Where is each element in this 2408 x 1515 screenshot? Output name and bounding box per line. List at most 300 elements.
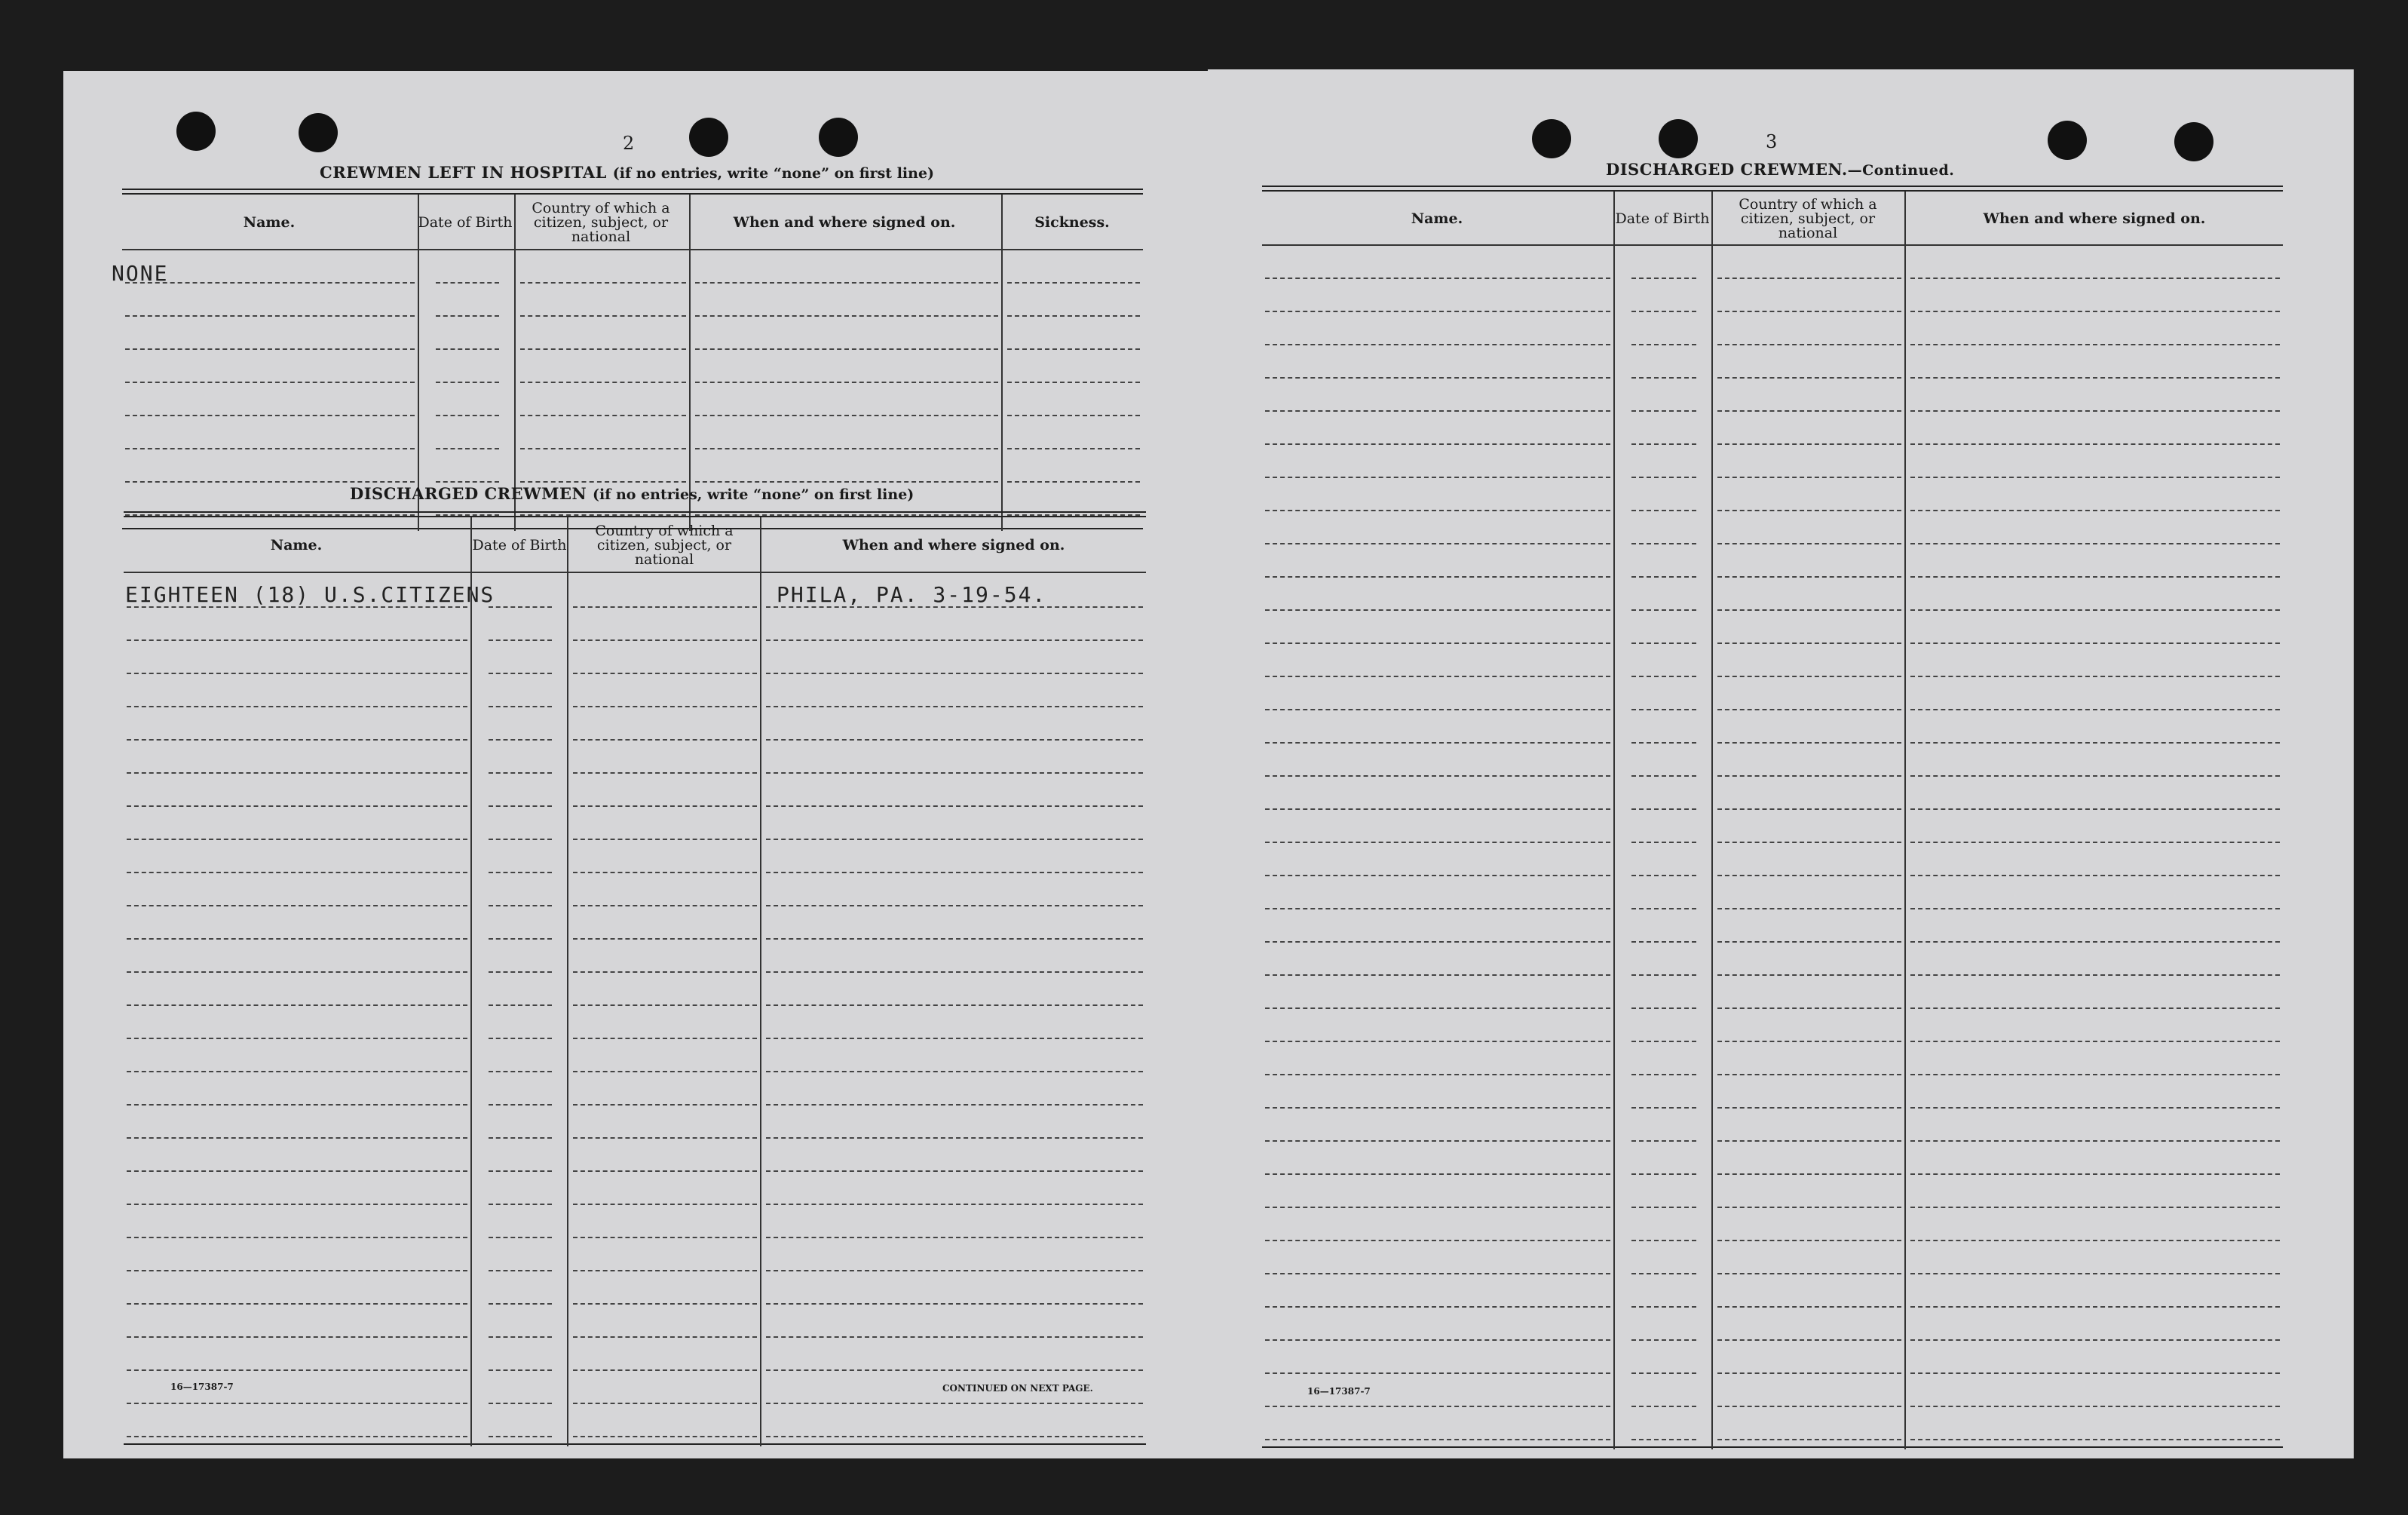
entry-line xyxy=(1007,348,1140,350)
entry-line xyxy=(573,1270,757,1271)
entry-line xyxy=(1631,311,1696,312)
entry-line xyxy=(1717,676,1901,677)
entry-line xyxy=(695,382,998,383)
entry-line xyxy=(520,315,686,317)
entry-line xyxy=(127,905,467,906)
hospital-entry-name: NONE xyxy=(112,261,169,286)
entry-line xyxy=(1631,808,1696,810)
entry-line xyxy=(766,1270,1143,1271)
entry-line xyxy=(1910,908,2280,909)
punch-hole xyxy=(299,113,338,152)
entry-line xyxy=(1631,1107,1696,1109)
entry-line xyxy=(1265,709,1610,710)
discharged-entry-when-where: PHILA, PA. 3-19-54. xyxy=(777,582,1047,607)
entry-line xyxy=(489,1336,552,1338)
entry-line xyxy=(1265,1007,1610,1009)
entry-line xyxy=(1631,377,1696,379)
entry-line xyxy=(573,739,757,741)
entry-line xyxy=(573,1004,757,1006)
col-header-when-where: When and where signed on. xyxy=(842,536,1065,554)
entry-line xyxy=(1717,709,1901,710)
entry-line xyxy=(573,606,757,608)
entry-line xyxy=(1631,576,1696,578)
entry-line xyxy=(1717,642,1901,644)
entry-line xyxy=(766,872,1143,873)
entry-line xyxy=(1631,875,1696,876)
entry-line xyxy=(766,971,1143,973)
entry-line xyxy=(125,282,415,284)
entry-line xyxy=(1631,1140,1696,1142)
entry-line xyxy=(1631,1372,1696,1374)
entry-line xyxy=(1007,315,1140,317)
entry-line xyxy=(1265,443,1610,445)
entry-line xyxy=(127,1137,467,1139)
entry-line xyxy=(127,805,467,807)
entry-line xyxy=(1265,344,1610,345)
left-page xyxy=(63,71,1217,1458)
continued-suffix: —Continued. xyxy=(1847,162,1955,179)
entry-line xyxy=(127,1204,467,1205)
form-code: 16—17387-7 xyxy=(170,1382,234,1392)
entry-line xyxy=(1717,941,1901,943)
discharged-title-note: (if no entries, write “none” on first line) xyxy=(592,486,914,503)
hospital-section-title xyxy=(320,163,934,182)
entry-line xyxy=(1717,1041,1901,1042)
form-code: 16—17387-7 xyxy=(1307,1386,1371,1397)
entry-line xyxy=(695,282,998,284)
entry-line xyxy=(520,448,686,449)
column-divider xyxy=(760,517,761,1446)
entry-line xyxy=(1717,1007,1901,1009)
entry-line xyxy=(127,706,467,707)
entry-line xyxy=(1717,543,1901,544)
entry-line xyxy=(125,382,415,383)
entry-line xyxy=(1631,676,1696,677)
entry-line xyxy=(1631,775,1696,777)
punch-hole xyxy=(2048,121,2087,160)
punch-hole xyxy=(176,112,216,151)
entry-line xyxy=(127,639,467,641)
entry-line xyxy=(489,1038,552,1039)
entry-line xyxy=(1717,278,1901,279)
entry-line xyxy=(1717,875,1901,876)
entry-line xyxy=(1717,742,1901,744)
entry-line xyxy=(127,772,467,774)
entry-line xyxy=(1265,676,1610,677)
entry-line xyxy=(1910,1207,2280,1208)
right-page xyxy=(1208,69,2354,1458)
entry-line xyxy=(1910,1074,2280,1075)
entry-line xyxy=(766,673,1143,674)
entry-line xyxy=(489,1104,552,1106)
entry-line xyxy=(520,282,686,284)
entry-line xyxy=(1717,1439,1901,1440)
column-divider xyxy=(1711,192,1713,1449)
entry-line xyxy=(489,606,552,608)
discharged-continued-title-text: DISCHARGED CREWMEN. xyxy=(1606,160,1848,179)
entry-line xyxy=(1910,642,2280,644)
entry-line xyxy=(573,872,757,873)
discharged-continued-title xyxy=(1606,160,1954,179)
entry-line xyxy=(766,1071,1143,1072)
entry-line xyxy=(1910,808,2280,810)
entry-line xyxy=(1910,1007,2280,1009)
entry-line xyxy=(1631,344,1696,345)
entry-line xyxy=(573,1038,757,1039)
entry-line xyxy=(573,1104,757,1106)
entry-line xyxy=(127,1237,467,1238)
entry-line xyxy=(1717,1074,1901,1075)
entry-line xyxy=(695,415,998,416)
entry-line xyxy=(573,805,757,807)
entry-line xyxy=(1717,311,1901,312)
entry-line xyxy=(1717,510,1901,511)
punch-hole xyxy=(2174,122,2213,161)
discharged-table xyxy=(124,511,1146,1448)
entry-line xyxy=(1910,742,2280,744)
entry-line xyxy=(489,1071,552,1072)
entry-line xyxy=(1910,1041,2280,1042)
header-divider xyxy=(1262,244,2283,246)
col-header-name: Name. xyxy=(270,536,323,554)
entry-line xyxy=(1631,941,1696,943)
punch-hole xyxy=(689,118,728,157)
col-header-country: Country of which a citizen, subject, or national xyxy=(595,522,734,568)
entry-line xyxy=(695,448,998,449)
entry-line xyxy=(695,315,998,317)
entry-line xyxy=(489,971,552,973)
entry-line xyxy=(1631,1406,1696,1407)
entry-line xyxy=(1631,477,1696,478)
entry-line xyxy=(1265,941,1610,943)
entry-line xyxy=(573,971,757,973)
column-divider xyxy=(1613,192,1615,1449)
entry-line xyxy=(1717,1107,1901,1109)
column-divider xyxy=(418,195,419,531)
entry-line xyxy=(1265,311,1610,312)
entry-line xyxy=(1265,410,1610,412)
entry-line xyxy=(127,1403,467,1404)
entry-line xyxy=(1631,642,1696,644)
hospital-table xyxy=(112,189,1143,532)
entry-line xyxy=(766,1170,1143,1172)
entry-line xyxy=(766,938,1143,940)
entry-line xyxy=(489,938,552,940)
entry-line xyxy=(127,1004,467,1006)
entry-line xyxy=(1717,410,1901,412)
entry-line xyxy=(1717,1207,1901,1208)
entry-line xyxy=(1265,1439,1610,1440)
entry-line xyxy=(766,1137,1143,1139)
entry-line xyxy=(489,872,552,873)
entry-line xyxy=(127,606,467,608)
entry-line xyxy=(1910,443,2280,445)
entry-line xyxy=(573,1436,757,1437)
entry-line xyxy=(766,1303,1143,1305)
entry-line xyxy=(489,1170,552,1172)
entry-line xyxy=(1910,1240,2280,1241)
entry-line xyxy=(1631,1439,1696,1440)
entry-line xyxy=(1631,709,1696,710)
entry-line xyxy=(1631,1306,1696,1308)
entry-line xyxy=(125,415,415,416)
column-divider xyxy=(1001,195,1003,531)
entry-line xyxy=(436,415,499,416)
entry-line xyxy=(1910,1273,2280,1274)
entry-line xyxy=(1910,278,2280,279)
entry-line xyxy=(766,1369,1143,1371)
entry-line xyxy=(1265,510,1610,511)
entry-line xyxy=(1265,775,1610,777)
entry-line xyxy=(1910,842,2280,843)
entry-line xyxy=(489,905,552,906)
column-divider xyxy=(689,195,691,531)
entry-line xyxy=(766,606,1143,608)
continued-note: CONTINUED ON NEXT PAGE. xyxy=(942,1383,1093,1394)
entry-line xyxy=(489,1137,552,1139)
entry-line xyxy=(573,905,757,906)
entry-line xyxy=(1717,1306,1901,1308)
entry-line xyxy=(1265,576,1610,578)
entry-line xyxy=(436,382,499,383)
entry-line xyxy=(1265,1339,1610,1341)
entry-line xyxy=(1631,1207,1696,1208)
entry-line xyxy=(766,1336,1143,1338)
entry-line xyxy=(573,1071,757,1072)
entry-line xyxy=(1265,1306,1610,1308)
entry-line xyxy=(1717,443,1901,445)
entry-line xyxy=(1265,808,1610,810)
entry-line xyxy=(1631,1007,1696,1009)
entry-line xyxy=(766,1204,1143,1205)
entry-line xyxy=(125,481,415,483)
column-divider xyxy=(514,195,516,531)
entry-line xyxy=(1910,775,2280,777)
entry-line xyxy=(1265,875,1610,876)
entry-line xyxy=(1631,1173,1696,1175)
entry-line xyxy=(1910,1140,2280,1142)
entry-line xyxy=(1007,481,1140,483)
column-divider xyxy=(1904,192,1906,1449)
entry-line xyxy=(766,639,1143,641)
entry-line xyxy=(573,639,757,641)
entry-line xyxy=(573,1336,757,1338)
entry-line xyxy=(1631,609,1696,611)
entry-line xyxy=(1631,842,1696,843)
entry-line xyxy=(695,348,998,350)
entry-line xyxy=(1717,775,1901,777)
entry-line xyxy=(1717,1406,1901,1407)
entry-line xyxy=(1910,510,2280,511)
col-header-name: Name. xyxy=(243,213,296,231)
entry-line xyxy=(766,1104,1143,1106)
entry-line xyxy=(489,1403,552,1404)
entry-line xyxy=(1631,410,1696,412)
entry-line xyxy=(1717,1372,1901,1374)
entry-line xyxy=(1007,282,1140,284)
entry-line xyxy=(1631,974,1696,976)
entry-line xyxy=(1910,477,2280,478)
entry-line xyxy=(1265,1041,1610,1042)
entry-line xyxy=(127,839,467,840)
discharged-entry-name: EIGHTEEN (18) U.S.CITIZENS xyxy=(125,582,495,607)
entry-line xyxy=(489,673,552,674)
entry-line xyxy=(1910,676,2280,677)
entry-line xyxy=(1910,1339,2280,1341)
column-divider xyxy=(470,517,472,1446)
header-divider xyxy=(124,572,1146,573)
entry-line xyxy=(1717,477,1901,478)
entry-line xyxy=(1717,344,1901,345)
entry-line xyxy=(1910,1107,2280,1109)
col-header-name: Name. xyxy=(1411,210,1463,227)
entry-line xyxy=(1265,1406,1610,1407)
entry-line xyxy=(489,1303,552,1305)
entry-line xyxy=(489,639,552,641)
entry-line xyxy=(1265,1140,1610,1142)
entry-line xyxy=(1631,1074,1696,1075)
entry-line xyxy=(1717,377,1901,379)
entry-line xyxy=(520,415,686,416)
entry-line xyxy=(436,481,499,483)
entry-line xyxy=(127,1436,467,1437)
entry-line xyxy=(1910,974,2280,976)
entry-line xyxy=(1007,415,1140,416)
entry-line xyxy=(1265,377,1610,379)
entry-line xyxy=(1910,410,2280,412)
entry-line xyxy=(573,673,757,674)
entry-line xyxy=(127,872,467,873)
entry-line xyxy=(1265,543,1610,544)
entry-line xyxy=(573,1137,757,1139)
col-header-sickness: Sickness. xyxy=(1034,213,1110,231)
discharged-title-text: DISCHARGED CREWMEN xyxy=(350,484,587,503)
entry-line xyxy=(1910,1306,2280,1308)
entry-line xyxy=(127,938,467,940)
entry-line xyxy=(489,1004,552,1006)
entry-line xyxy=(1631,443,1696,445)
entry-line xyxy=(1265,1074,1610,1075)
entry-line xyxy=(436,348,499,350)
entry-line xyxy=(127,1170,467,1172)
entry-line xyxy=(1265,1107,1610,1109)
entry-line xyxy=(1265,1173,1610,1175)
entry-line xyxy=(520,348,686,350)
entry-line xyxy=(127,1071,467,1072)
entry-line xyxy=(1265,842,1610,843)
entry-line xyxy=(489,1436,552,1437)
entry-line xyxy=(127,1336,467,1338)
entry-line xyxy=(1717,842,1901,843)
entry-line xyxy=(766,1004,1143,1006)
entry-line xyxy=(1265,278,1610,279)
entry-line xyxy=(573,839,757,840)
entry-line xyxy=(125,315,415,317)
hospital-title-note: (if no entries, write “none” on first line) xyxy=(612,165,935,182)
entry-line xyxy=(1910,609,2280,611)
entry-line xyxy=(436,315,499,317)
entry-line xyxy=(1631,543,1696,544)
entry-line xyxy=(766,1237,1143,1238)
entry-line xyxy=(1265,1207,1610,1208)
punch-hole xyxy=(819,118,858,157)
entry-line xyxy=(489,839,552,840)
entry-line xyxy=(1910,941,2280,943)
entry-line xyxy=(1265,742,1610,744)
entry-line xyxy=(1910,543,2280,544)
entry-line xyxy=(1265,609,1610,611)
entry-line xyxy=(127,1303,467,1305)
entry-line xyxy=(1910,576,2280,578)
entry-line xyxy=(1007,382,1140,383)
page-number: 2 xyxy=(623,133,635,154)
column-divider xyxy=(567,517,568,1446)
entry-line xyxy=(127,739,467,741)
entry-line xyxy=(1910,1406,2280,1407)
entry-line xyxy=(573,1237,757,1238)
entry-line xyxy=(1265,908,1610,909)
entry-line xyxy=(1265,642,1610,644)
entry-line xyxy=(766,772,1143,774)
entry-line xyxy=(1631,1041,1696,1042)
entry-line xyxy=(766,839,1143,840)
entry-line xyxy=(766,1403,1143,1404)
col-header-country: Country of which a citizen, subject, or national xyxy=(532,199,670,245)
entry-line xyxy=(1631,510,1696,511)
entry-line xyxy=(489,805,552,807)
entry-line xyxy=(573,706,757,707)
entry-line xyxy=(127,1270,467,1271)
entry-line xyxy=(1265,1240,1610,1241)
hospital-title-text: CREWMEN LEFT IN HOSPITAL xyxy=(320,163,607,182)
entry-line xyxy=(766,905,1143,906)
col-header-dob: Date of Birth xyxy=(1615,210,1710,227)
entry-line xyxy=(1717,974,1901,976)
entry-line xyxy=(127,1038,467,1039)
entry-line xyxy=(1717,1273,1901,1274)
header-divider xyxy=(122,249,1143,250)
entry-line xyxy=(1910,344,2280,345)
entry-line xyxy=(1717,576,1901,578)
entry-line xyxy=(1265,1273,1610,1274)
col-header-dob: Date of Birth xyxy=(472,536,567,554)
page-number: 3 xyxy=(1766,131,1778,152)
entry-line xyxy=(1265,477,1610,478)
entry-line xyxy=(766,1038,1143,1039)
entry-line xyxy=(436,448,499,449)
entry-line xyxy=(766,805,1143,807)
entry-line xyxy=(1717,1140,1901,1142)
col-header-dob: Date of Birth xyxy=(418,213,513,231)
entry-line xyxy=(1717,609,1901,611)
entry-line xyxy=(127,673,467,674)
entry-line xyxy=(1631,1339,1696,1341)
entry-line xyxy=(1007,448,1140,449)
entry-line xyxy=(766,739,1143,741)
col-header-when-where: When and where signed on. xyxy=(733,213,956,231)
entry-line xyxy=(573,1303,757,1305)
entry-line xyxy=(1631,1240,1696,1241)
entry-line xyxy=(1631,908,1696,909)
entry-line xyxy=(489,1204,552,1205)
entry-line xyxy=(695,481,998,483)
entry-line xyxy=(489,706,552,707)
entry-line xyxy=(1910,875,2280,876)
entry-line xyxy=(489,1369,552,1371)
entry-line xyxy=(1910,709,2280,710)
discharged-continued-table xyxy=(1262,186,2283,1451)
entry-line xyxy=(1717,1173,1901,1175)
